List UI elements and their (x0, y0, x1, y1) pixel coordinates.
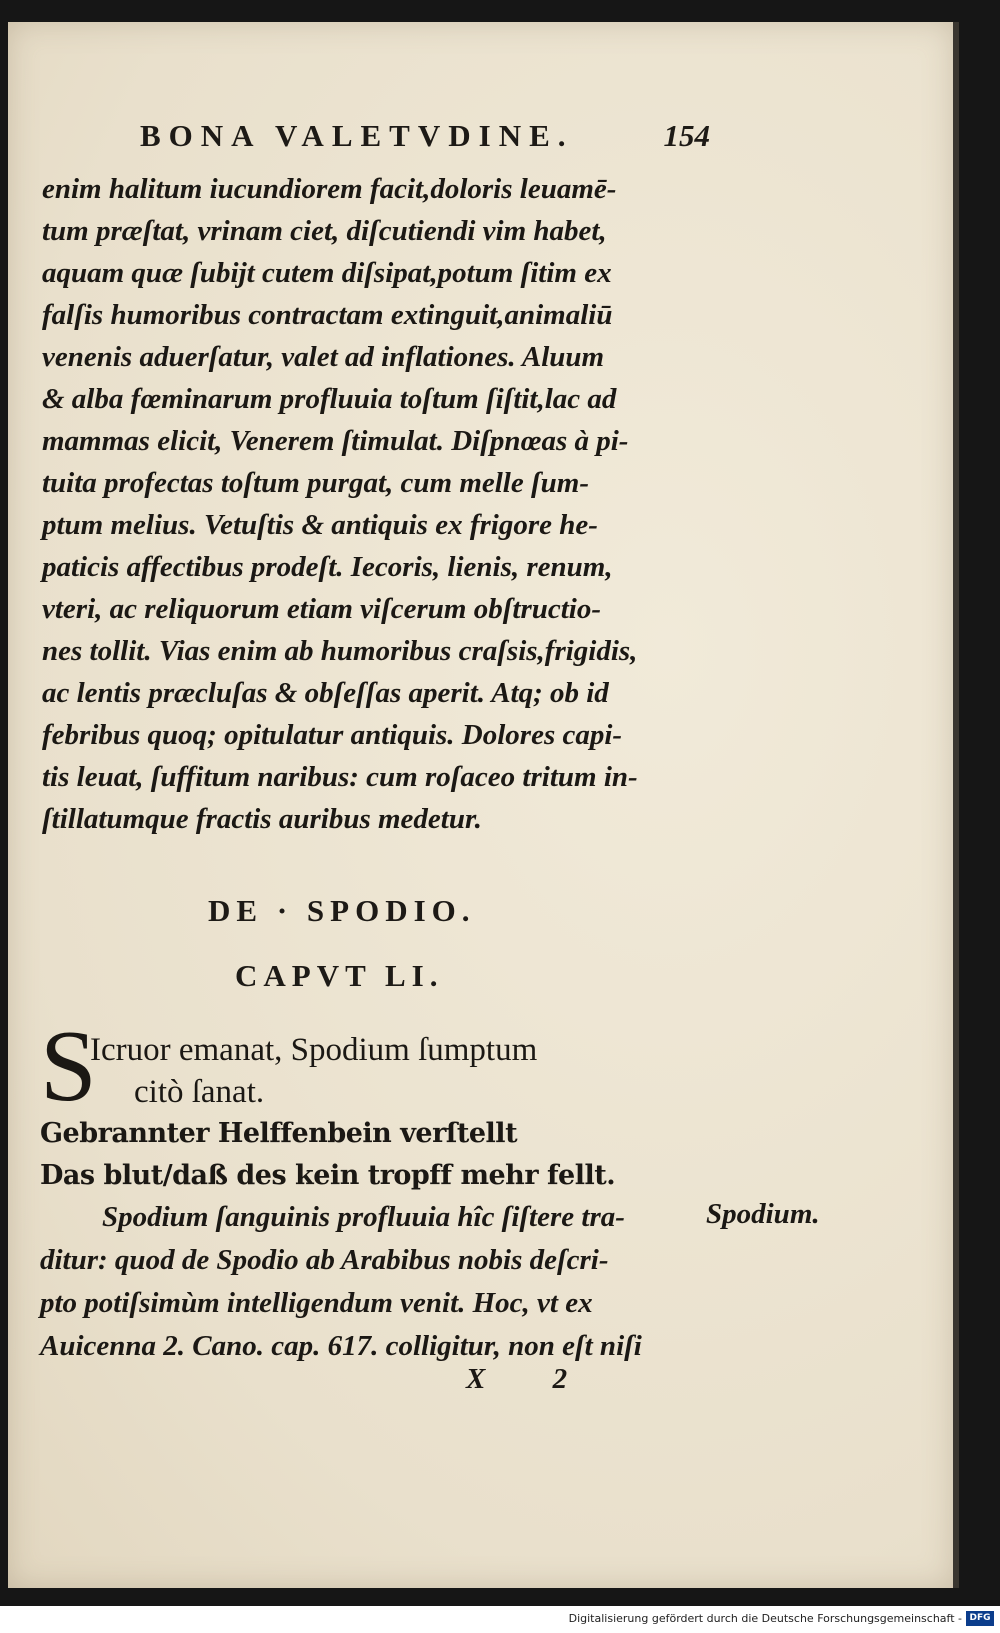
drop-cap: S (40, 1010, 97, 1123)
verse-line: citò ſanat. (134, 1074, 265, 1110)
text-line: febribus quoq; opitulatur antiquis. Dolores capi- (42, 719, 623, 751)
footer-bar (0, 1606, 1000, 1633)
running-head (140, 118, 730, 158)
text-line: ditur: quod de Spodio ab Arabibus nobis deſcri- (40, 1244, 609, 1276)
page-edge (953, 22, 959, 1588)
section-heading: DE · SPODIO. (208, 893, 476, 928)
text-line: tuita profectas toſtum purgat, cum melle ſum- (42, 467, 589, 499)
text-line: tis leuat, ſuffitum naribus: cum roſaceo tritum in- (42, 761, 638, 793)
text-line: nes tollit. Vias enim ab humoribus craſsis,frigidis, (42, 635, 638, 667)
text-line: & alba fœminarum profluuia toſtum ſiſtit,lac ad (42, 383, 617, 415)
german-verse-line: Das blut/daß des kein tropff mehr fellt. (40, 1160, 616, 1191)
verse-line: Icruor emanat, Spodium ſumptum (90, 1032, 538, 1068)
text-line: mammas elicit, Venerem ſtimulat. Diſpnœas à pi- (42, 425, 629, 457)
text-line: ptum melius. Vetuſtis & antiquis ex frigore he- (42, 509, 598, 541)
text-line: enim halitum iucundiorem facit,doloris leuamē- (42, 173, 617, 205)
page-number: 154 (663, 118, 710, 153)
text-line: falſis humoribus contractam extinguit,animaliū (42, 299, 613, 331)
marginal-note: Spodium. (706, 1198, 820, 1230)
running-title: BONA VALETVDINE. (140, 118, 574, 153)
body-paragraph (42, 168, 707, 840)
text-line: ac lentis præcluſas & obſeſſas aperit. Atq; ob id (42, 677, 609, 709)
text-line: venenis aduerſatur, valet ad inflationes. Aluum (42, 341, 605, 373)
text-line: Spodium ſanguinis profluuia hîc ſiſtere tra- (102, 1201, 625, 1233)
dfg-logo-icon[interactable]: DFG (966, 1611, 994, 1626)
text-line: aquam quæ ſubijt cutem diſsipat,potum ſitim ex (42, 257, 612, 289)
text-line: ſtillatumque fractis auribus medetur. (42, 803, 482, 835)
chapter-heading: CAPVT LI. (235, 958, 444, 993)
text-line: vteri, ac reliquorum etiam viſcerum obſtructio- (42, 593, 602, 625)
latin-verse (40, 1010, 700, 1123)
footer-credit: Digitalisierung gefördert durch die Deutsche Forschungsgemeinschaft - (568, 1612, 962, 1625)
commentary-paragraph (40, 1196, 705, 1368)
german-verse-line: Gebrannter Helffenbein verſtellt (40, 1118, 518, 1149)
text-line: tum præſtat, vrinam ciet, diſcutiendi vim habet, (42, 215, 607, 247)
text-line: pto potiſsimùm intelligendum venit. Hoc, vt ex (40, 1287, 593, 1319)
text-line: Auicenna 2. Cano. cap. 617. colligitur, non eſt niſi (40, 1330, 642, 1362)
signature-mark: X 2 (466, 1363, 598, 1395)
text-line: paticis affectibus prodeſt. Iecoris, lienis, renum, (42, 551, 613, 583)
